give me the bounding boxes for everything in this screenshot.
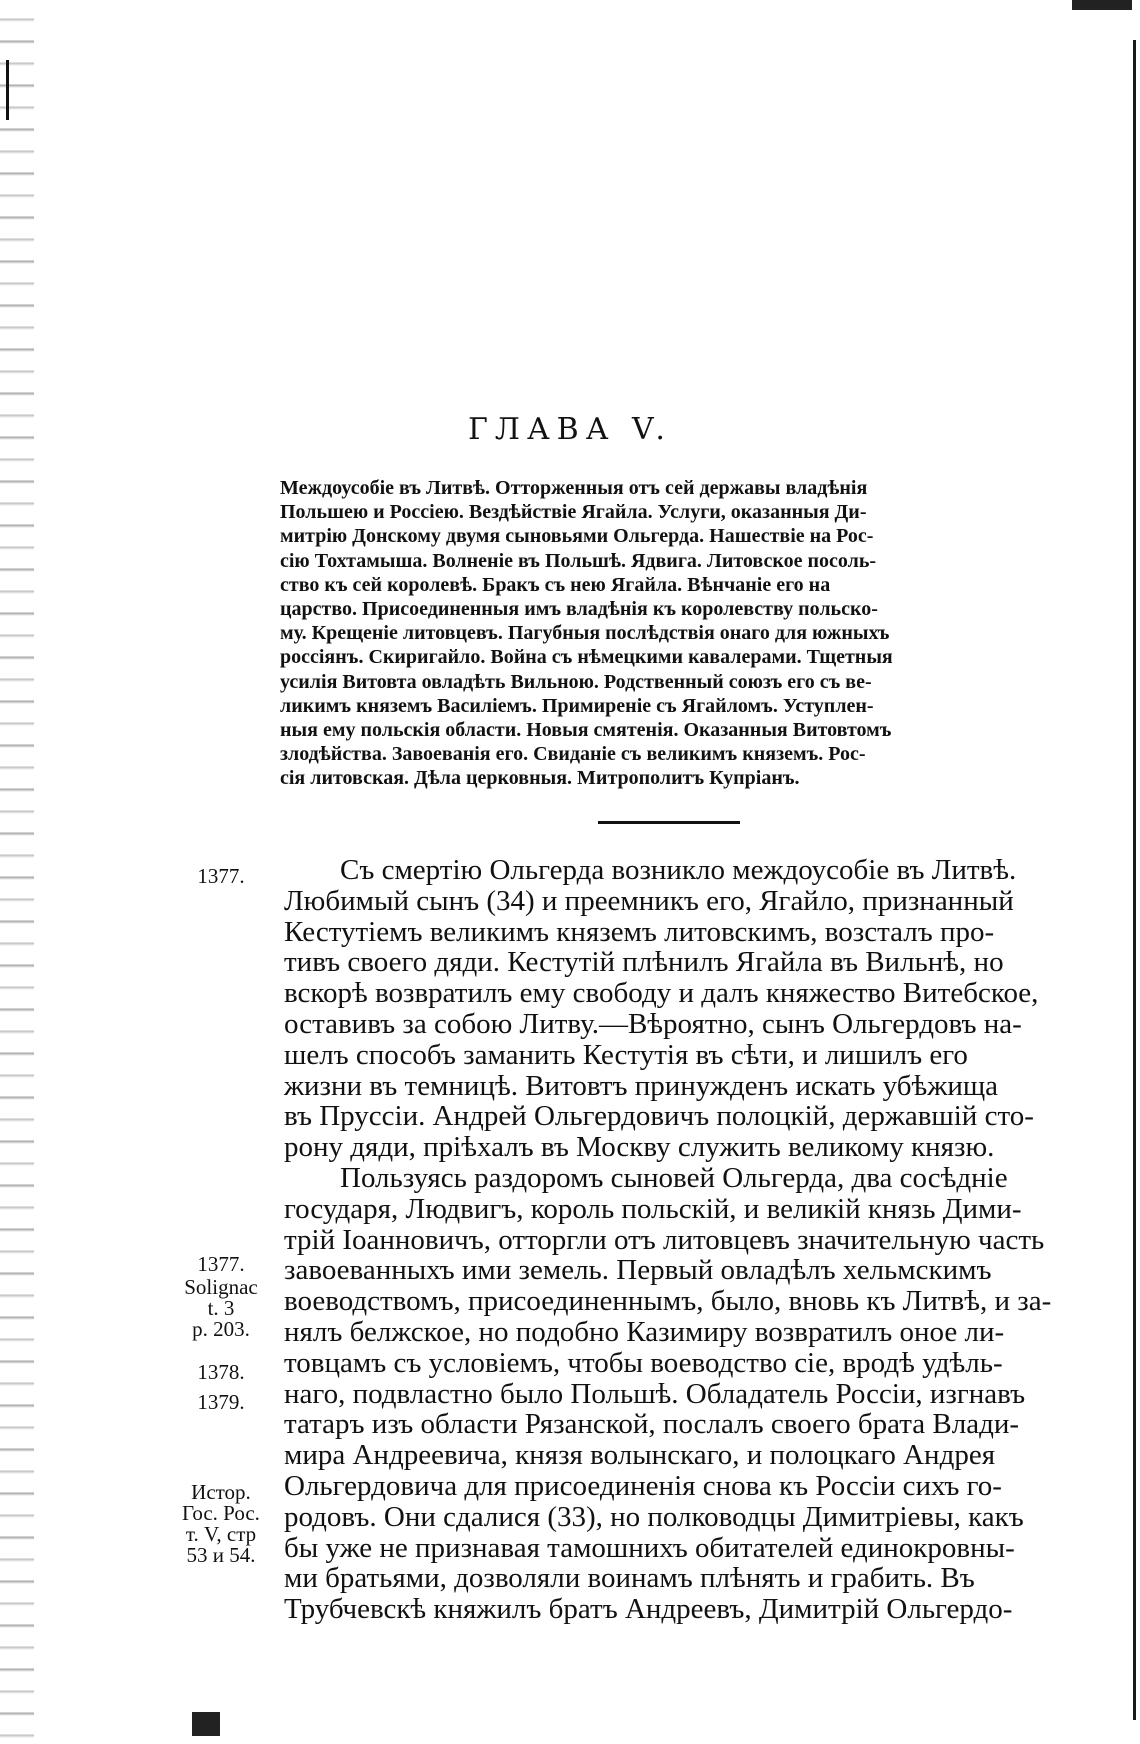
margin-note-year-1377: [160, 866, 282, 887]
margin-note-solignac: [160, 1277, 282, 1340]
body-line: Любимый сынъ (34) и преемникъ его, Ягайло, признанный: [284, 884, 1014, 917]
chapter-title: ГЛАВА V.: [468, 412, 672, 447]
margin-note-line: t. 3: [207, 1296, 235, 1320]
body-line: татаръ изъ области Рязанской, послалъ своего брата Влади-: [284, 1408, 1020, 1441]
summary-line: Польшею и Россіею. Вездѣйствіе Ягайла. Услуги, оказанныя Ди-: [280, 501, 867, 524]
body-line: ми братьями, дозволяли воинамъ плѣнять и грабить. Въ: [284, 1562, 975, 1595]
body-line: Кестутіемъ великимъ княземъ литовскимъ, возсталъ про-: [284, 915, 995, 948]
body-line: завоеванныхъ ими земель. Первый овладѣлъ хельмскимъ: [284, 1254, 992, 1287]
body-line: вскорѣ возвратилъ ему свободу и далъ княжество Витебское,: [284, 977, 1039, 1010]
section-divider: [598, 821, 740, 824]
chapter-summary: [280, 476, 1062, 791]
scanned-page-edge: [0, 0, 34, 1744]
body-line: Ольгердовича для присоединенія снова къ Россіи сихъ го-: [284, 1469, 1002, 1502]
margin-note-line: Solignac: [184, 1275, 258, 1299]
body-line: рону дяди, пріѣхалъ въ Москву служить великому князю.: [284, 1131, 995, 1164]
margin-note-year-1379: [160, 1392, 282, 1413]
body-line: воеводствомъ, присоединеннымъ, было, вновь къ Литвѣ, и за-: [284, 1285, 1052, 1318]
summary-line: злодѣйства. Завоеванія его. Свиданіе съ великимъ княземъ. Рос-: [280, 743, 866, 766]
body-line: тивъ своего дяди. Кестутій плѣнилъ Ягайла въ Вильнѣ, но: [284, 946, 1004, 979]
body-line: бы уже не признавая тамошнихъ обитателей единокровны-: [284, 1531, 1015, 1564]
scan-mark-bottom: [192, 1712, 220, 1736]
scan-mark-left: [6, 60, 9, 120]
body-line: шелъ способъ заманить Кестутія въ сѣти, и лишилъ его: [284, 1038, 968, 1071]
margin-note-istor: [160, 1482, 282, 1566]
margin-note-line: т. V, стр: [185, 1522, 257, 1546]
body-line: нялъ белжское, но подобно Казимиру возвратилъ оное ли-: [284, 1315, 1005, 1348]
body-line: трій Іоанновичъ, отторгли отъ литовцевъ значительную часть: [284, 1223, 1045, 1256]
body-line: мира Андреевича, князя волынскаго, и полоцкаго Андрея: [284, 1439, 996, 1472]
margin-note-line: 1377.: [197, 864, 245, 888]
page-right-border: [1133, 40, 1136, 1720]
body-line: жизни въ темницѣ. Витовтъ принужденъ искать убѣжища: [284, 1069, 999, 1102]
margin-note-line: Истор.: [191, 1480, 251, 1504]
summary-line: ликимъ княземъ Василіемъ. Примиреніе съ Ягайломъ. Уступлен-: [280, 694, 874, 717]
body-line: Пользуясь раздоромъ сыновей Ольгерда, два сосѣдніе: [340, 1161, 1008, 1194]
body-line: наго, подвластно было Польшѣ. Обладатель Россіи, изгнавъ: [284, 1377, 1026, 1410]
body-line: Съ смертію Ольгерда возникло междоусобіе въ Литвѣ.: [340, 854, 1017, 886]
margin-note-line: p. 203.: [192, 1317, 250, 1341]
summary-line: ство къ сей королевѣ. Бракъ съ нею Ягайла. Вѣнчаніе его на: [280, 573, 831, 596]
body-line: государя, Людвигъ, король польскій, и великій князь Дими-: [284, 1192, 1022, 1225]
summary-line: царство. Присоединенныя имъ владѣнія къ королевству польско-: [280, 598, 878, 621]
body-line: Трубчевскѣ княжилъ братъ Андреевъ, Димитрій Ольгердо-: [284, 1593, 1013, 1626]
body-line: родовъ. Они сдалися (33), но полководцы Димитріевы, какъ: [284, 1500, 1024, 1533]
summary-line: сія литовская. Дѣла церковныя. Митрополитъ Купріанъ.: [280, 767, 800, 790]
summary-line: сію Тохтамыша. Волненіе въ Польшѣ. Ядвига. Литовское посоль-: [280, 549, 877, 572]
body-text: [284, 855, 1062, 1625]
margin-note-line: 53 и 54.: [186, 1543, 256, 1567]
summary-line: россіянъ. Скиригайло. Война съ нѣмецкими кавалерами. Тщетныя: [280, 646, 893, 669]
summary-line: ныя ему польскія области. Новыя смятенія. Оказанныя Витовтомъ: [280, 719, 892, 742]
margin-note-line: 1377.: [197, 1252, 245, 1276]
margin-note-line: 1379.: [197, 1390, 245, 1414]
summary-line: митрію Донскому двумя сыновьями Ольгерда. Нашествіе на Рос-: [280, 525, 874, 548]
body-line: товцамъ съ условіемъ, чтобы воеводство сіе, вродѣ удѣль-: [284, 1346, 1003, 1379]
summary-line: му. Крещеніе литовцевъ. Пагубныя послѣдствія онаго для южныхъ: [280, 622, 890, 645]
scan-mark-top: [1072, 0, 1132, 10]
summary-line: Междоусобіе въ Литвѣ. Отторженныя отъ сей державы владѣнія: [280, 477, 868, 499]
body-line: въ Пруссіи. Андрей Ольгердовичъ полоцкій, державшій сто-: [284, 1100, 1034, 1133]
margin-note-line: Гос. Рос.: [182, 1501, 260, 1525]
summary-line: усилія Витовта овладѣть Вильною. Родственный союзъ его съ ве-: [280, 670, 872, 693]
body-line: оставивъ за собою Литву.—Вѣроятно, сынъ Ольгердовъ на-: [284, 1007, 1022, 1040]
margin-note-year-1378: [160, 1362, 282, 1383]
margin-note-year-1377-second: [160, 1254, 282, 1275]
margin-note-line: 1378.: [197, 1360, 245, 1384]
